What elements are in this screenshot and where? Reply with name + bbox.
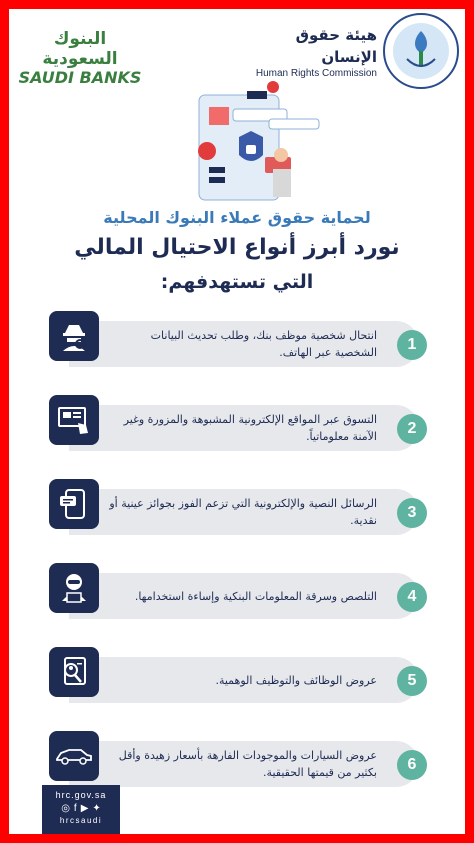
social-handle: hrcsaudi [59,816,103,825]
saudi-banks-logo [15,29,145,87]
seal-emblem [393,23,449,79]
heading-line-2: نورد أبرز أنواع الاحتيال المالي [74,235,400,260]
facebook-icon[interactable]: f [73,803,77,814]
hrc-wordmark [237,24,377,80]
item-number: 5 [397,666,427,696]
item-number: 2 [397,414,427,444]
twitter-icon[interactable]: ✦ [92,803,101,814]
youtube-icon[interactable]: ▶ [80,803,89,814]
instagram-icon[interactable]: ◎ [61,803,70,814]
item-text: التسوق عبر المواقع الإلكترونية المشبوهة والمزورة وغير الآمنة معلوماتياً. [123,413,377,443]
website-link[interactable]: hrc.gov.sa [55,790,107,800]
heading-line-1: لحماية حقوق عملاء البنوك المحلية [103,208,371,227]
saudi-banks-arabic: البنوك السعودية [42,29,118,69]
item-text: عروض السيارات والموجودات الفارهة بأسعار زهيدة وأقل بكثير من قيمتها الحقيقية. [118,749,377,779]
infographic [9,9,465,834]
fraud-item-3 [49,479,419,545]
impostor-icon [49,311,99,361]
item-text: التلصص وسرقة المعلومات البنكية وإساءة استخدامها. [134,589,377,603]
online-shopping-icon [49,395,99,445]
item-number: 1 [397,330,427,360]
hrc-arabic-name: هيئة حقوق الإنسان [295,26,377,66]
fraud-item-4 [49,563,419,629]
item-text: عروض الوظائف والتوظيف الوهمية. [215,673,377,687]
item-number: 4 [397,582,427,612]
footer-contact [42,785,120,834]
hrc-seal-logo [383,13,459,89]
fraud-item-1 [49,311,419,377]
message-icon [49,479,99,529]
hacker-icon [49,563,99,613]
job-search-icon [49,647,99,697]
item-text: الرسائل النصية والإلكترونية التي تزعم الفوز بجوائز عينية أو نقدية. [109,497,377,527]
social-icons [42,803,120,814]
saudi-banks-english: SAUDI BANKS [18,68,142,87]
hrc-english-name: Human Rights Commission [255,68,377,79]
item-number: 3 [397,498,427,528]
item-text: انتحال شخصية موظف بنك، وطلب تحديث البيانات الشخصية عبر الهاتف. [150,329,377,359]
heading-line-3: التي تستهدفهم: [160,271,314,293]
car-icon [49,731,99,781]
item-number: 6 [397,750,427,780]
fraud-item-5 [49,647,419,713]
security-illustration [169,77,329,207]
fraud-item-2 [49,395,419,461]
